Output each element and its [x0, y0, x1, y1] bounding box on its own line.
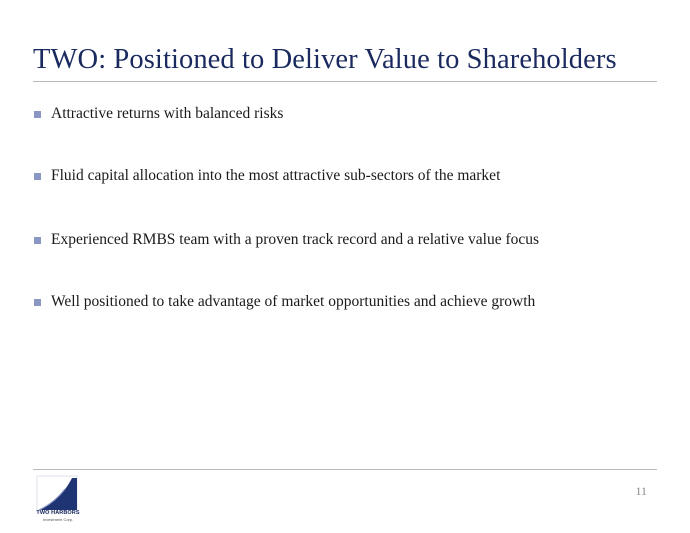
bullet-text: Attractive returns with balanced risks [51, 105, 284, 122]
logo-wordmark [33, 511, 83, 522]
logo-brand-text: TWO HARBORS [36, 510, 80, 516]
square-bullet-icon [34, 299, 41, 306]
page-number: 11 [635, 484, 647, 498]
bullet-item [34, 293, 535, 311]
square-bullet-icon [34, 173, 41, 180]
square-bullet-icon [34, 111, 41, 118]
slide-title: TWO: Positioned to Deliver Value to Shareholders [33, 44, 617, 75]
bullet-text: Experienced RMBS team with a proven track record and a relative value focus [51, 231, 540, 248]
bullet-item [34, 105, 283, 123]
title-divider [33, 81, 657, 82]
footer-divider [33, 469, 657, 470]
square-bullet-icon [34, 237, 41, 244]
bullet-text: Fluid capital allocation into the most attractive sub-sectors of the market [51, 167, 501, 184]
bullet-item [34, 231, 539, 249]
logo-sub-text: Investment Corp. [42, 516, 74, 522]
bullet-item [34, 167, 500, 185]
bullet-text: Well positioned to take advantage of market opportunities and achieve growth [51, 293, 536, 310]
